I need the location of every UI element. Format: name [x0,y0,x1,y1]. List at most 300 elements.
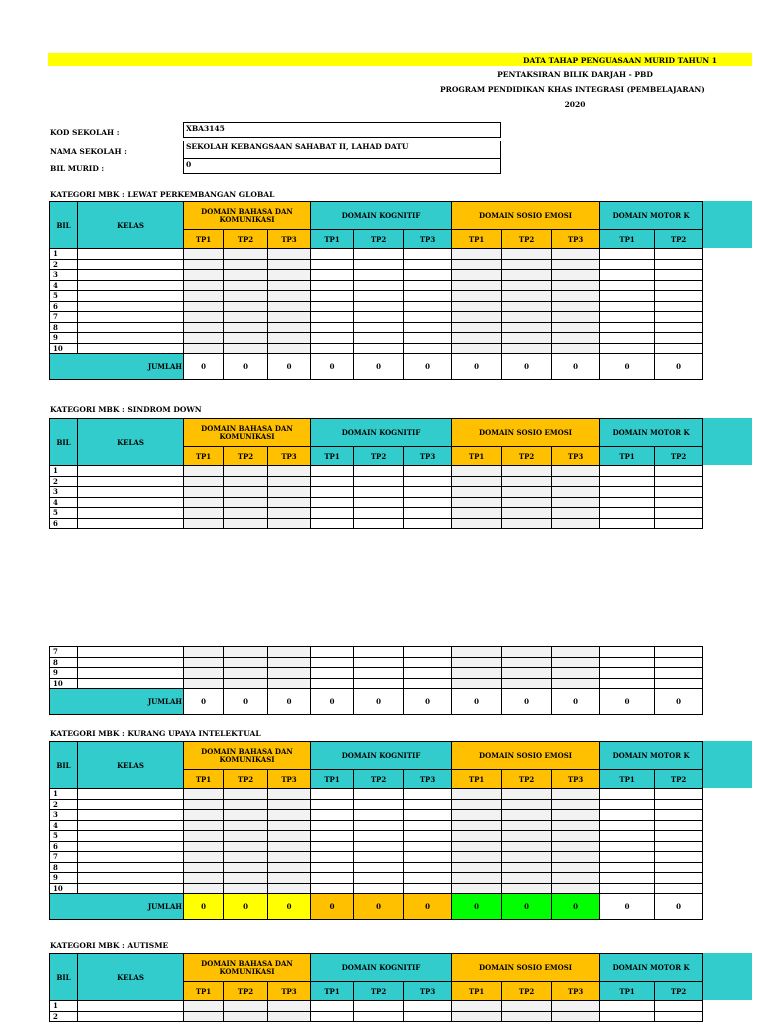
score-cell[interactable] [552,810,600,821]
score-cell[interactable] [600,852,655,863]
score-cell[interactable] [268,249,311,260]
score-cell[interactable] [600,678,655,689]
score-cell[interactable] [404,343,452,354]
score-cell[interactable] [268,820,311,831]
score-cell[interactable] [452,841,502,852]
score-cell[interactable] [600,862,655,873]
score-cell[interactable] [268,678,311,689]
score-cell[interactable] [354,799,404,810]
score-cell[interactable] [552,1011,600,1022]
score-cell[interactable] [404,249,452,260]
score-cell[interactable] [354,841,404,852]
score-cell[interactable] [354,518,404,529]
score-cell[interactable] [224,1001,268,1012]
score-cell[interactable] [184,852,224,863]
score-cell[interactable] [184,678,224,689]
score-cell[interactable] [354,668,404,679]
score-cell[interactable] [600,810,655,821]
score-cell[interactable] [184,1011,224,1022]
score-cell[interactable] [224,270,268,281]
score-cell[interactable] [311,1001,354,1012]
score-cell[interactable] [184,343,224,354]
score-cell[interactable] [311,487,354,498]
score-cell[interactable] [552,259,600,270]
score-cell[interactable] [552,333,600,344]
score-cell[interactable] [354,476,404,487]
score-cell[interactable] [268,789,311,800]
score-cell[interactable] [502,249,552,260]
score-cell[interactable] [452,518,502,529]
score-cell[interactable] [404,1001,452,1012]
kelas-cell[interactable] [78,789,184,800]
score-cell[interactable] [354,1011,404,1022]
score-cell[interactable] [268,508,311,519]
score-cell[interactable] [452,487,502,498]
kelas-cell[interactable] [78,518,184,529]
score-cell[interactable] [600,487,655,498]
score-cell[interactable] [224,678,268,689]
score-cell[interactable] [311,1011,354,1022]
score-cell[interactable] [502,657,552,668]
score-cell[interactable] [224,291,268,302]
score-cell[interactable] [502,668,552,679]
score-cell[interactable] [268,852,311,863]
score-cell[interactable] [655,820,703,831]
score-cell[interactable] [354,647,404,658]
score-cell[interactable] [184,508,224,519]
score-cell[interactable] [655,647,703,658]
score-cell[interactable] [184,518,224,529]
score-cell[interactable] [184,291,224,302]
score-cell[interactable] [552,301,600,312]
score-cell[interactable] [600,799,655,810]
score-cell[interactable] [184,810,224,821]
score-cell[interactable] [311,259,354,270]
score-cell[interactable] [184,831,224,842]
score-cell[interactable] [655,322,703,333]
score-cell[interactable] [452,678,502,689]
score-cell[interactable] [224,280,268,291]
score-cell[interactable] [655,678,703,689]
kelas-cell[interactable] [78,831,184,842]
score-cell[interactable] [268,799,311,810]
score-cell[interactable] [224,789,268,800]
score-cell[interactable] [600,270,655,281]
score-cell[interactable] [184,1001,224,1012]
score-cell[interactable] [354,873,404,884]
score-cell[interactable] [311,497,354,508]
score-cell[interactable] [600,508,655,519]
score-cell[interactable] [184,883,224,894]
score-cell[interactable] [502,789,552,800]
score-cell[interactable] [502,1001,552,1012]
score-cell[interactable] [224,518,268,529]
score-cell[interactable] [311,270,354,281]
score-cell[interactable] [224,333,268,344]
score-cell[interactable] [311,249,354,260]
kelas-cell[interactable] [78,841,184,852]
score-cell[interactable] [655,280,703,291]
score-cell[interactable] [502,647,552,658]
score-cell[interactable] [552,270,600,281]
kelas-cell[interactable] [78,497,184,508]
score-cell[interactable] [552,678,600,689]
score-cell[interactable] [224,322,268,333]
score-cell[interactable] [655,466,703,477]
score-cell[interactable] [404,259,452,270]
score-cell[interactable] [354,852,404,863]
score-cell[interactable] [552,852,600,863]
score-cell[interactable] [224,249,268,260]
kelas-cell[interactable] [78,249,184,260]
score-cell[interactable] [224,647,268,658]
score-cell[interactable] [600,820,655,831]
score-cell[interactable] [655,508,703,519]
score-cell[interactable] [224,873,268,884]
score-cell[interactable] [354,333,404,344]
score-cell[interactable] [268,1001,311,1012]
kelas-cell[interactable] [78,466,184,477]
score-cell[interactable] [600,343,655,354]
score-cell[interactable] [552,862,600,873]
score-cell[interactable] [600,789,655,800]
score-cell[interactable] [268,497,311,508]
score-cell[interactable] [354,862,404,873]
score-cell[interactable] [224,668,268,679]
score-cell[interactable] [452,799,502,810]
score-cell[interactable] [552,1001,600,1012]
score-cell[interactable] [268,322,311,333]
score-cell[interactable] [354,1001,404,1012]
score-cell[interactable] [268,647,311,658]
score-cell[interactable] [224,820,268,831]
score-cell[interactable] [452,831,502,842]
score-cell[interactable] [354,497,404,508]
score-cell[interactable] [655,259,703,270]
score-cell[interactable] [655,852,703,863]
kelas-cell[interactable] [78,657,184,668]
score-cell[interactable] [224,259,268,270]
score-cell[interactable] [224,852,268,863]
score-cell[interactable] [600,280,655,291]
score-cell[interactable] [268,668,311,679]
score-cell[interactable] [404,678,452,689]
score-cell[interactable] [224,657,268,668]
score-cell[interactable] [404,852,452,863]
score-cell[interactable] [354,270,404,281]
score-cell[interactable] [184,799,224,810]
score-cell[interactable] [655,497,703,508]
score-cell[interactable] [452,270,502,281]
score-cell[interactable] [224,831,268,842]
score-cell[interactable] [184,301,224,312]
score-cell[interactable] [354,678,404,689]
score-cell[interactable] [655,1001,703,1012]
score-cell[interactable] [452,883,502,894]
kelas-cell[interactable] [78,322,184,333]
score-cell[interactable] [224,497,268,508]
kelas-cell[interactable] [78,343,184,354]
score-cell[interactable] [311,873,354,884]
score-cell[interactable] [452,873,502,884]
score-cell[interactable] [354,810,404,821]
score-cell[interactable] [404,333,452,344]
score-cell[interactable] [655,301,703,312]
score-cell[interactable] [184,820,224,831]
score-cell[interactable] [502,518,552,529]
score-cell[interactable] [311,312,354,323]
score-cell[interactable] [452,497,502,508]
score-cell[interactable] [600,476,655,487]
score-cell[interactable] [354,789,404,800]
score-cell[interactable] [354,291,404,302]
score-cell[interactable] [268,862,311,873]
score-cell[interactable] [311,657,354,668]
score-cell[interactable] [311,508,354,519]
score-cell[interactable] [452,291,502,302]
score-cell[interactable] [404,322,452,333]
score-cell[interactable] [224,810,268,821]
score-cell[interactable] [224,343,268,354]
kelas-cell[interactable] [78,852,184,863]
score-cell[interactable] [268,333,311,344]
kelas-cell[interactable] [78,883,184,894]
score-cell[interactable] [224,1011,268,1022]
score-cell[interactable] [268,343,311,354]
score-cell[interactable] [404,270,452,281]
score-cell[interactable] [311,476,354,487]
score-cell[interactable] [600,322,655,333]
score-cell[interactable] [311,343,354,354]
score-cell[interactable] [224,312,268,323]
score-cell[interactable] [224,862,268,873]
score-cell[interactable] [452,508,502,519]
score-cell[interactable] [552,291,600,302]
score-cell[interactable] [655,487,703,498]
score-cell[interactable] [452,789,502,800]
kelas-cell[interactable] [78,873,184,884]
score-cell[interactable] [311,291,354,302]
score-cell[interactable] [655,831,703,842]
score-cell[interactable] [268,259,311,270]
score-cell[interactable] [502,487,552,498]
score-cell[interactable] [452,647,502,658]
score-cell[interactable] [311,647,354,658]
score-cell[interactable] [404,476,452,487]
score-cell[interactable] [184,873,224,884]
score-cell[interactable] [268,518,311,529]
score-cell[interactable] [552,789,600,800]
score-cell[interactable] [354,301,404,312]
score-cell[interactable] [354,508,404,519]
score-cell[interactable] [552,657,600,668]
score-cell[interactable] [552,831,600,842]
score-cell[interactable] [600,333,655,344]
score-cell[interactable] [502,466,552,477]
score-cell[interactable] [354,820,404,831]
score-cell[interactable] [502,312,552,323]
score-cell[interactable] [452,343,502,354]
score-cell[interactable] [268,1011,311,1022]
score-cell[interactable] [552,249,600,260]
score-cell[interactable] [655,270,703,281]
score-cell[interactable] [655,518,703,529]
score-cell[interactable] [502,678,552,689]
score-cell[interactable] [404,820,452,831]
score-cell[interactable] [404,789,452,800]
score-cell[interactable] [600,291,655,302]
score-cell[interactable] [404,831,452,842]
score-cell[interactable] [311,280,354,291]
score-cell[interactable] [184,312,224,323]
kelas-cell[interactable] [78,270,184,281]
kelas-cell[interactable] [78,799,184,810]
score-cell[interactable] [268,466,311,477]
score-cell[interactable] [404,657,452,668]
score-cell[interactable] [311,518,354,529]
score-cell[interactable] [268,476,311,487]
score-cell[interactable] [552,841,600,852]
score-cell[interactable] [600,883,655,894]
score-cell[interactable] [502,476,552,487]
score-cell[interactable] [655,249,703,260]
kelas-cell[interactable] [78,647,184,658]
score-cell[interactable] [354,312,404,323]
score-cell[interactable] [552,883,600,894]
score-cell[interactable] [552,518,600,529]
score-cell[interactable] [354,487,404,498]
score-cell[interactable] [404,518,452,529]
score-cell[interactable] [552,873,600,884]
score-cell[interactable] [502,343,552,354]
score-cell[interactable] [268,270,311,281]
score-cell[interactable] [404,1011,452,1022]
score-cell[interactable] [600,312,655,323]
score-cell[interactable] [552,799,600,810]
score-cell[interactable] [268,280,311,291]
kelas-cell[interactable] [78,476,184,487]
score-cell[interactable] [502,322,552,333]
score-cell[interactable] [655,799,703,810]
score-cell[interactable] [452,301,502,312]
score-cell[interactable] [268,291,311,302]
score-cell[interactable] [502,280,552,291]
score-cell[interactable] [552,668,600,679]
score-cell[interactable] [452,259,502,270]
score-cell[interactable] [600,301,655,312]
score-cell[interactable] [502,259,552,270]
score-cell[interactable] [184,497,224,508]
kelas-cell[interactable] [78,280,184,291]
score-cell[interactable] [655,343,703,354]
kelas-cell[interactable] [78,333,184,344]
score-cell[interactable] [552,487,600,498]
score-cell[interactable] [268,657,311,668]
score-cell[interactable] [502,497,552,508]
kelas-cell[interactable] [78,508,184,519]
score-cell[interactable] [354,883,404,894]
score-cell[interactable] [552,322,600,333]
score-cell[interactable] [502,799,552,810]
kelas-cell[interactable] [78,291,184,302]
score-cell[interactable] [311,466,354,477]
score-cell[interactable] [502,301,552,312]
score-cell[interactable] [655,657,703,668]
nama-sekolah-field[interactable]: SEKOLAH KEBANGSAAN SAHABAT II, LAHAD DATU [183,141,501,159]
score-cell[interactable] [502,820,552,831]
score-cell[interactable] [600,518,655,529]
score-cell[interactable] [404,487,452,498]
score-cell[interactable] [502,810,552,821]
score-cell[interactable] [404,466,452,477]
score-cell[interactable] [452,466,502,477]
score-cell[interactable] [655,873,703,884]
score-cell[interactable] [452,333,502,344]
score-cell[interactable] [311,883,354,894]
kelas-cell[interactable] [78,668,184,679]
score-cell[interactable] [452,657,502,668]
score-cell[interactable] [452,862,502,873]
score-cell[interactable] [224,466,268,477]
score-cell[interactable] [404,810,452,821]
score-cell[interactable] [311,852,354,863]
score-cell[interactable] [502,291,552,302]
kelas-cell[interactable] [78,1001,184,1012]
score-cell[interactable] [655,333,703,344]
score-cell[interactable] [404,668,452,679]
score-cell[interactable] [404,497,452,508]
score-cell[interactable] [600,873,655,884]
score-cell[interactable] [311,333,354,344]
score-cell[interactable] [502,873,552,884]
score-cell[interactable] [224,301,268,312]
score-cell[interactable] [552,497,600,508]
score-cell[interactable] [452,852,502,863]
score-cell[interactable] [184,657,224,668]
score-cell[interactable] [600,657,655,668]
score-cell[interactable] [311,862,354,873]
score-cell[interactable] [600,1001,655,1012]
score-cell[interactable] [354,249,404,260]
score-cell[interactable] [184,466,224,477]
score-cell[interactable] [184,333,224,344]
score-cell[interactable] [404,883,452,894]
score-cell[interactable] [452,476,502,487]
score-cell[interactable] [404,873,452,884]
score-cell[interactable] [354,831,404,842]
score-cell[interactable] [655,312,703,323]
score-cell[interactable] [184,322,224,333]
kelas-cell[interactable] [78,820,184,831]
score-cell[interactable] [311,841,354,852]
kelas-cell[interactable] [78,301,184,312]
score-cell[interactable] [311,789,354,800]
score-cell[interactable] [224,508,268,519]
score-cell[interactable] [655,789,703,800]
score-cell[interactable] [184,789,224,800]
score-cell[interactable] [184,249,224,260]
score-cell[interactable] [552,476,600,487]
score-cell[interactable] [224,799,268,810]
score-cell[interactable] [311,831,354,842]
score-cell[interactable] [224,883,268,894]
score-cell[interactable] [600,831,655,842]
score-cell[interactable] [600,466,655,477]
score-cell[interactable] [404,862,452,873]
score-cell[interactable] [268,312,311,323]
score-cell[interactable] [452,1011,502,1022]
score-cell[interactable] [600,497,655,508]
